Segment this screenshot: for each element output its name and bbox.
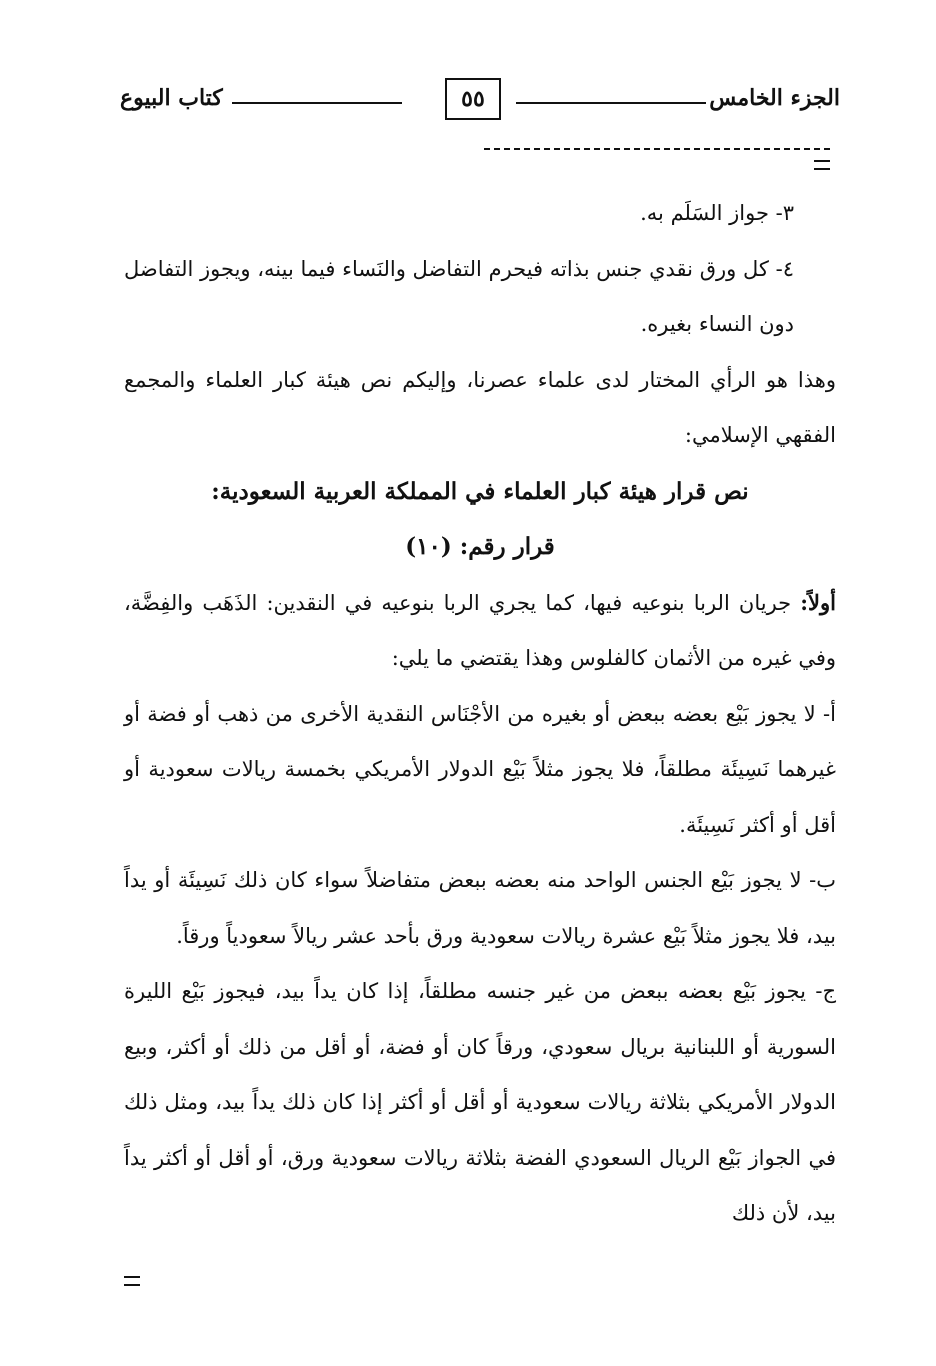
- list-item-3: ٣- جواز السَلَم به.: [640, 201, 794, 225]
- double-line-mark-top: [814, 160, 830, 170]
- book-title: كتاب البيوع: [120, 85, 223, 111]
- page-number: ٥٥: [445, 78, 501, 120]
- page-body: [124, 186, 836, 1242]
- first-clause: [124, 575, 836, 687]
- point-a: أ- لا يجوز بَيْع بعضه ببعض أو بغيره من الأجْنَاس النقدية الأخرى من ذهب أو فضة أو غيرهما نَسِيئَة مطلقاً، فلا يجوز مثلاً بَيْع الدولار الأمريكي بخمسة ريالات سعودية أو أقل أو أكثر نَسِيئَة.: [124, 701, 836, 837]
- part-title: الجزء الخامس: [709, 85, 840, 111]
- decision-heading: نص قرار هيئة كبار العلماء في المملكة العربية السعودية:: [211, 477, 749, 505]
- opinion-paragraph: وهذا هو الرأي المختار لدى علماء عصرنا، وإليكم نص هيئة كبار العلماء والمجمع الفقهي الإسلامي:: [124, 367, 836, 447]
- point-c: ج- يجوز بَيْع بعضه ببعض من غير جنسه مطلقاً، إذا كان يداً بيد، فيجوز بَيْع الليرة السورية أو اللبنانية بريال سعودي، ورقاً كان أو فضة، أو أقل من ذلك أو أكثر، وبيع الدولار الأمريكي بثلاثة ريالات سعودية أو أقل أو أكثر إذا كان ذلك يداً بيد، ومثل ذلك في الجواز بَيْع الريال السعودي الفضة بثلاثة ريالات سعودية ورق، أو أقل أو أكثر يداً بيد، لأن ذلك: [124, 979, 836, 1225]
- point-b: ب- لا يجوز بَيْع الجنس الواحد منه بعضه ببعض متفاضلاً سواء كان ذلك نَسِيئَة أو يداً بيد، فلا يجوز مثلاً بَيْع عشرة ريالات سعودية ورق بأحد عشر ريالاً سعودياً ورقاً.: [124, 868, 836, 948]
- first-clause-lead: أولاً:: [800, 589, 836, 615]
- decision-number: قرار رقم: (١٠): [405, 533, 555, 560]
- dashed-separator: [484, 148, 830, 150]
- header-rule-right: [516, 102, 706, 104]
- list-item-4: ٤- كل ورق نقدي جنس بذاته فيحرم التفاضل والنَساء فيما بينه، ويجوز التفاضل دون النساء بغيره.: [124, 256, 794, 336]
- running-header: [120, 78, 840, 126]
- header-rule-left: [232, 102, 402, 104]
- first-clause-text: جريان الربا بنوعيه فيها، كما يجري الربا بنوعيه في النقدين: الذَهَب والفِضَّة، وفي غيره من الأثمان كالفلوس وهذا يقتضي ما يلي:: [124, 590, 836, 670]
- double-line-mark-bottom: [124, 1276, 140, 1286]
